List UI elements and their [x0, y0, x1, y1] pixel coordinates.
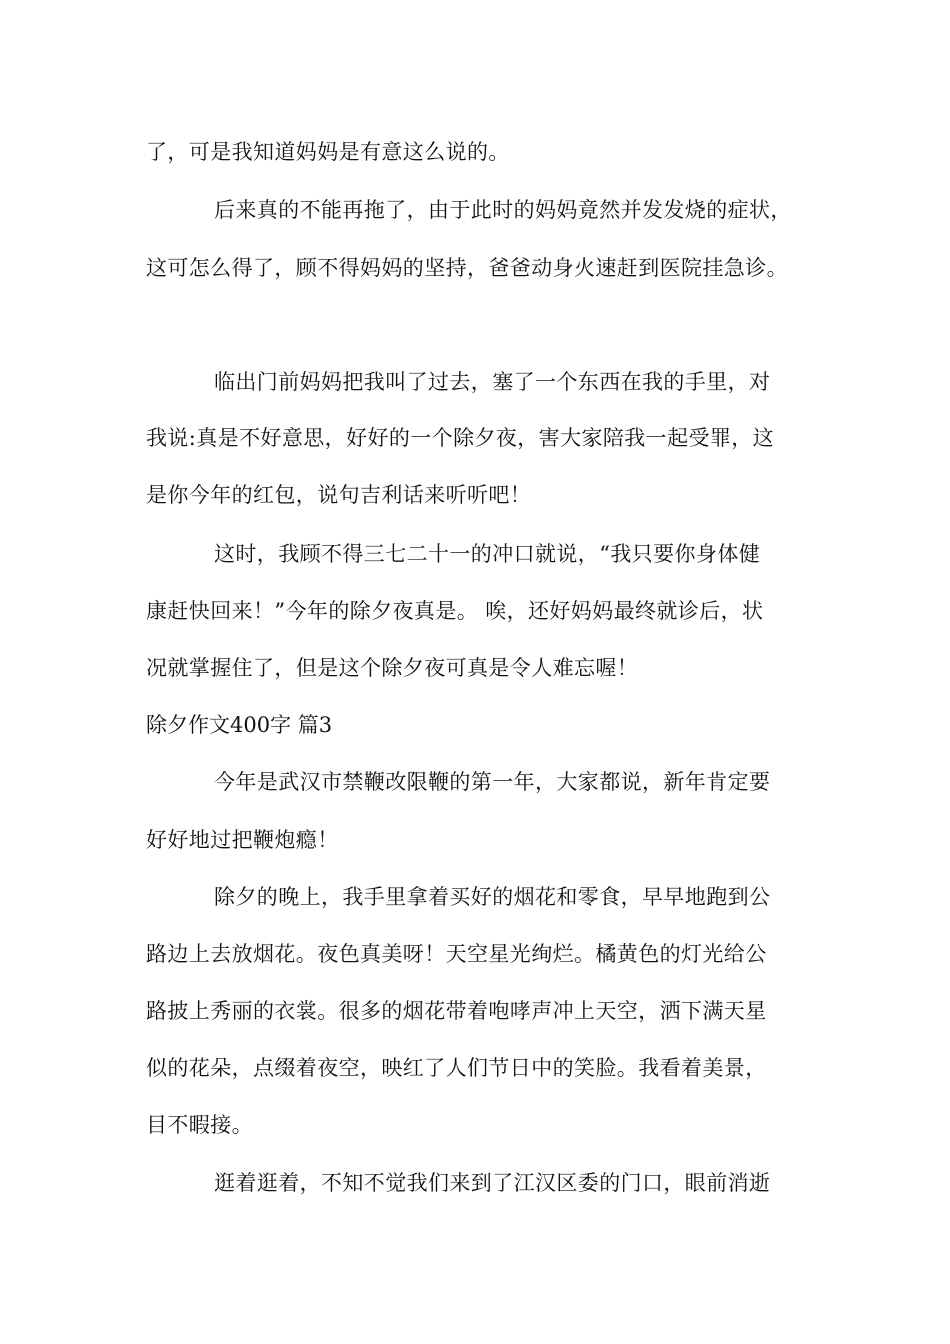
paragraph-line: 这时，我顾不得三七二十一的冲口就说，“我只要你身体健	[214, 542, 761, 566]
paragraph-line: 似的花朵，点缀着夜空，映红了人们节日中的笑脸。我看着美景，	[146, 1056, 767, 1080]
paragraph-line: 路边上去放烟花。夜色真美呀！天空星光绚烂。橘黄色的灯光给公	[146, 942, 767, 966]
paragraph-line: 好好地过把鞭炮瘾！	[146, 828, 339, 852]
paragraph-line: 康赶快回来！”今年的除夕夜真是。 唉，还好妈妈最终就诊后，状	[146, 599, 764, 623]
paragraph-line: 这可怎么得了，顾不得妈妈的坚持，爸爸动身火速赶到医院挂急诊。	[146, 256, 788, 280]
paragraph-line: 除夕的晚上，我手里拿着买好的烟花和零食，早早地跑到公	[214, 885, 771, 909]
paragraph-line: 今年是武汉市禁鞭改限鞭的第一年，大家都说，新年肯定要	[214, 770, 771, 794]
paragraph-line: 临出门前妈妈把我叫了过去，塞了一个东西在我的手里，对	[214, 370, 771, 394]
section-heading: 除夕作文400字 篇3	[146, 713, 333, 737]
paragraph-line: 后来真的不能再拖了，由于此时的妈妈竟然并发发烧的症状，	[214, 198, 792, 222]
paragraph-line: 路披上秀丽的衣裳。很多的烟花带着咆哮声冲上天空，洒下满天星	[146, 999, 767, 1023]
paragraph-line: 了，可是我知道妈妈是有意这么说的。	[146, 140, 510, 164]
paragraph-line: 是你今年的红包，说句吉利话来听听吧！	[146, 483, 532, 507]
paragraph-line: 目不暇接。	[146, 1113, 253, 1137]
paragraph-line: 逛着逛着，不知不觉我们来到了江汉区委的门口，眼前消逝	[214, 1171, 771, 1195]
paragraph-line: 况就掌握住了，但是这个除夕夜可真是令人难忘喔！	[146, 656, 639, 680]
paragraph-line: 我说:真是不好意思，好好的一个除夕夜，害大家陪我一起受罪，这	[146, 426, 775, 450]
